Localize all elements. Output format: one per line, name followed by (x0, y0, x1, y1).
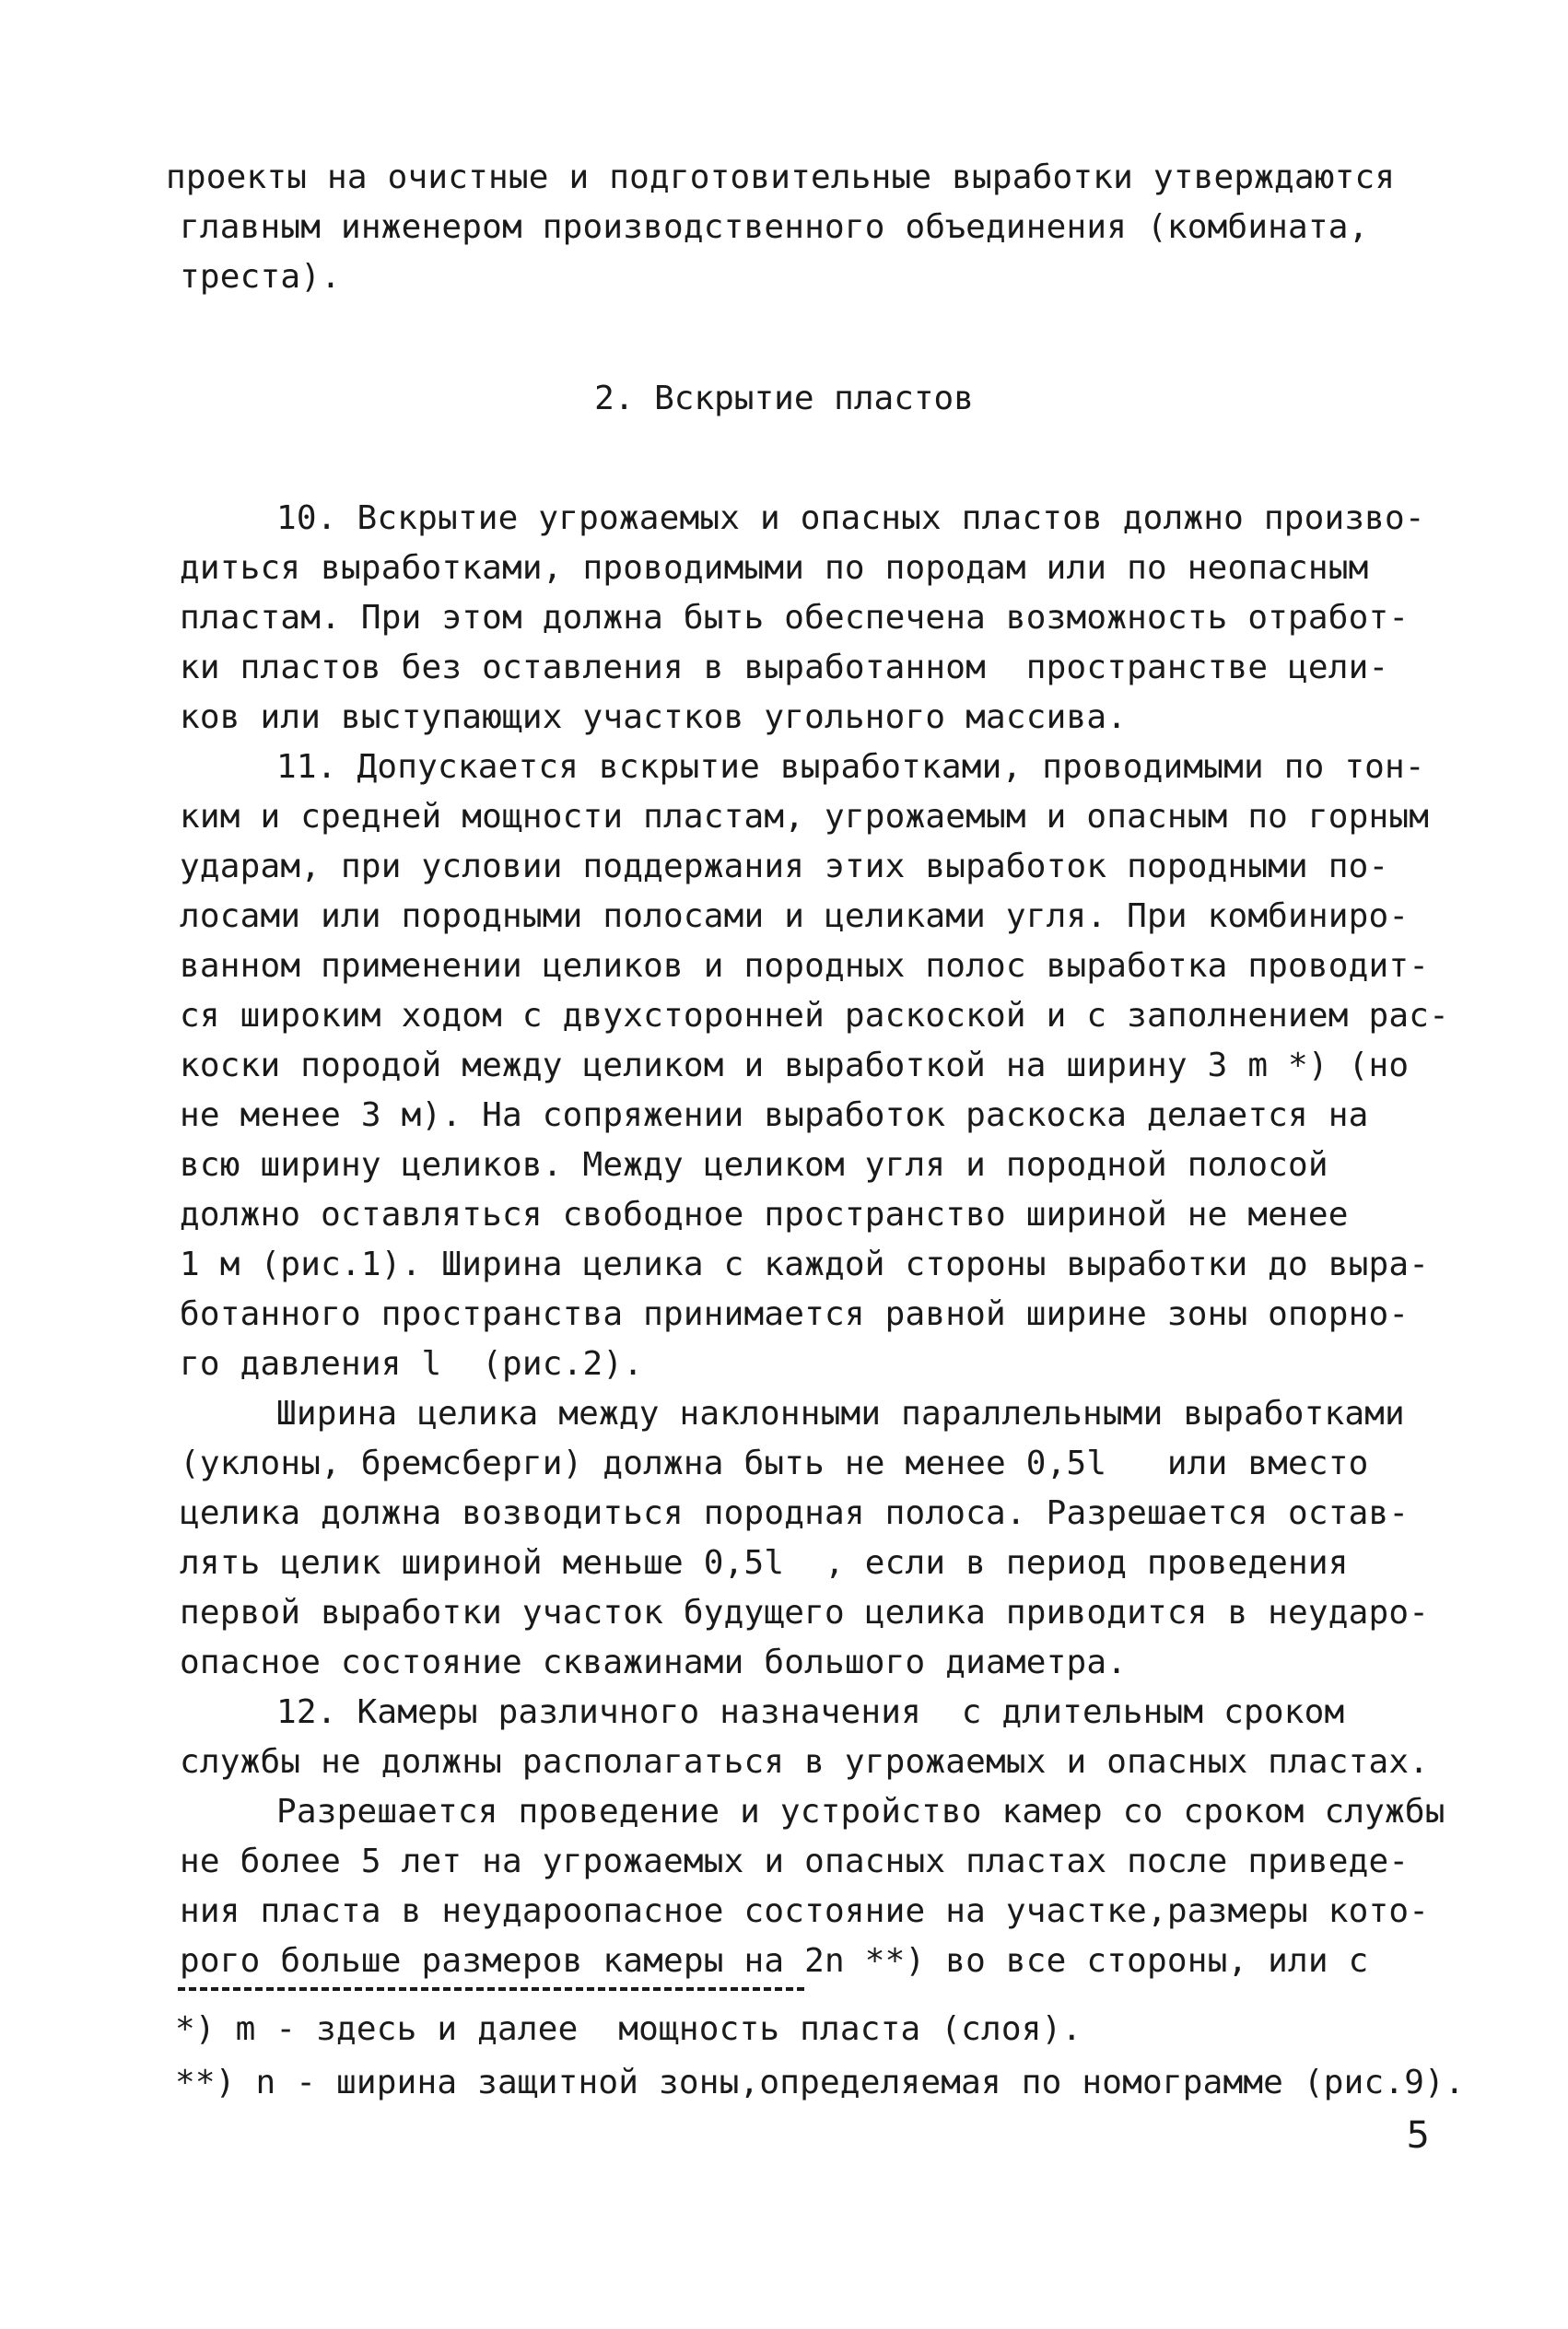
text-line: коски породой между целиком и выработкой на ширину 3 m *) (но (180, 1047, 1410, 1084)
text-line: 11. Допускается вскрытие выработками, проводимыми по тон- (276, 748, 1425, 786)
text-line: проекты на очистные и подготовительные выработки утверждаются (166, 158, 1396, 196)
text-line: ким и средней мощности пластам, угрожаемым и опасным по горным (180, 798, 1430, 836)
text-line: Разрешается проведение и устройство камер со сроком службы (276, 1793, 1445, 1831)
text-line: должно оставляться свободное пространство шириной не менее (180, 1196, 1349, 1234)
text-line: го давления l (рис.2). (180, 1345, 644, 1383)
text-line: ботанного пространства принимается равной ширине зоны опорно- (180, 1295, 1410, 1333)
text-line: ков или выступающих участков угольного массива. (180, 698, 1128, 736)
text-line: ударам, при условии поддержания этих выработок породными по- (180, 848, 1389, 885)
text-line: главным инженером производственного объединения (комбината, (180, 208, 1369, 246)
text-line: опасное состояние скважинами большого диаметра. (180, 1644, 1128, 1681)
text-line: первой выработки участок будущего целика приводится в неударо- (180, 1594, 1430, 1632)
text-line: целика должна возводиться породная полоса. Разрешается остав- (180, 1494, 1410, 1532)
text-line: ки пластов без оставления в выработанном пространстве цели- (180, 649, 1389, 686)
text-line: рого больше размеров камеры на 2n **) во все стороны, или с (180, 1942, 1369, 1980)
text-line: 1 м (рис.1). Ширина целика с каждой стороны выработки до выра- (180, 1246, 1430, 1283)
text-line: лять целик шириной меньше 0,5l , если в период проведения (180, 1544, 1349, 1582)
text-line: лосами или породными полосами и целиками угля. При комбиниро- (180, 897, 1410, 935)
footnote: *) m - здесь и далее мощность пласта (слоя). (175, 2010, 1082, 2048)
text-line: Ширина целика между наклонными параллельными выработками (276, 1395, 1405, 1433)
text-line: пластам. При этом должна быть обеспечена возможность отработ- (180, 599, 1410, 637)
text-line: всю ширину целиков. Между целиком угля и породной полосой (180, 1146, 1328, 1184)
text-line: ся широким ходом с двухсторонней раскоской и с заполнением рас- (180, 997, 1450, 1035)
section-heading: 2. Вскрытие пластов (594, 380, 974, 417)
text-line: (уклоны, бремсберги) должна быть не менее 0,5l или вместо (180, 1445, 1369, 1482)
text-line: 12. Камеры различного назначения с длительным сроком (276, 1693, 1345, 1731)
page-number: 5 (1406, 2114, 1430, 2157)
text-line: службы не должны располагаться в угрожаемых и опасных пластах. (180, 1743, 1430, 1781)
text-line: диться выработками, проводимыми по породам или по неопасным (180, 549, 1369, 587)
text-line: ния пласта в неудароопасное состояние на участке,размеры кото- (180, 1892, 1430, 1930)
footnote: **) n - ширина защитной зоны,определяемая по номограмме (рис.9). (175, 2064, 1465, 2101)
text-line: не менее 3 м). На сопряжении выработок раскоска делается на (180, 1096, 1369, 1134)
text-line: ванном применении целиков и породных полос выработка проводит- (180, 947, 1430, 985)
text-line: не более 5 лет на угрожаемых и опасных пластах после приведе- (180, 1843, 1410, 1880)
text-line: треста). (180, 258, 341, 296)
footnote-separator (178, 1987, 804, 1991)
text-line: 10. Вскрытие угрожаемых и опасных пластов должно произво- (276, 499, 1425, 537)
